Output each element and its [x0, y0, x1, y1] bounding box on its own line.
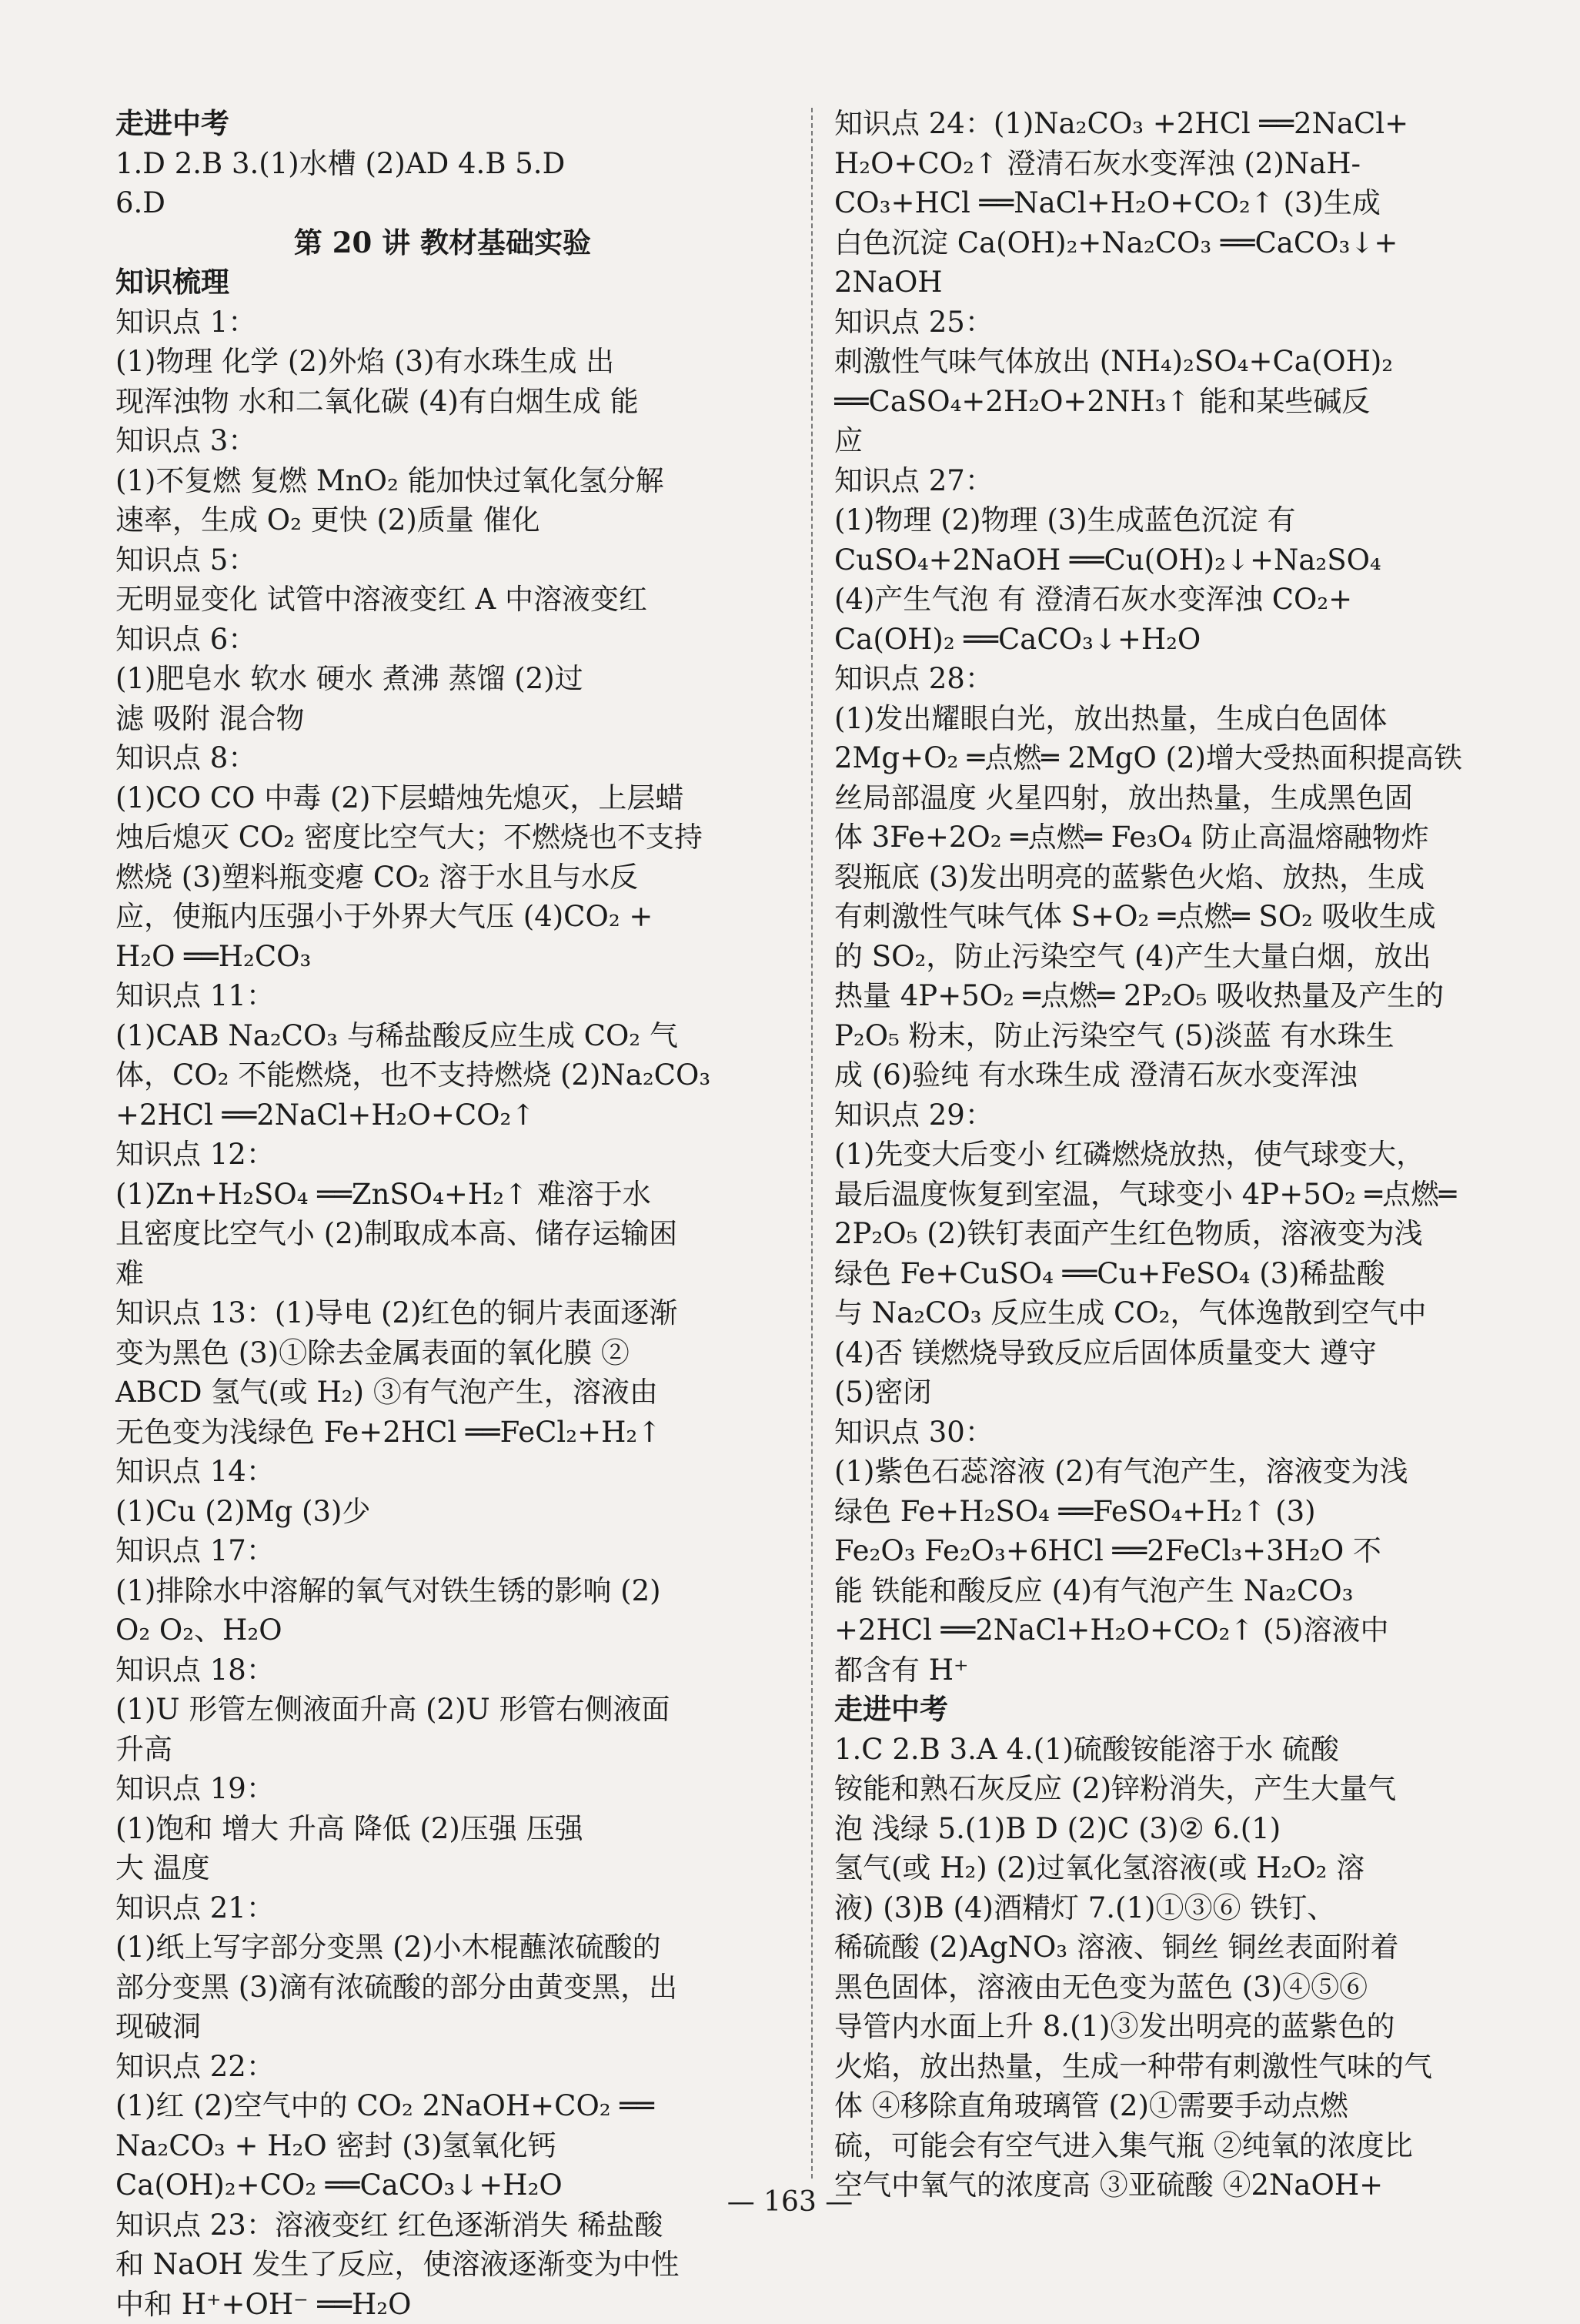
text-line: 氢气(或 H₂) (2)过氧化氢溶液(或 H₂O₂ 溶: [834, 1848, 1488, 1888]
left-column: [115, 104, 770, 2324]
text-line: H₂O ══H₂CO₃: [115, 937, 770, 977]
text-line: 知识点 1：: [115, 303, 770, 343]
text-line: (1)发出耀眼白光，放出热量，生成白色固体: [834, 699, 1488, 739]
text-line: 知识点 30：: [834, 1413, 1488, 1453]
text-line: 2Mg+O₂ ═点燃═ 2MgO (2)增大受热面积提高铁: [834, 738, 1488, 778]
text-line: 6.D: [115, 183, 770, 223]
text-line: 知识点 17：: [115, 1531, 770, 1571]
text-line: 现浑浊物 水和二氧化碳 (4)有白烟生成 能: [115, 382, 770, 422]
text-line: (1)Zn+H₂SO₄ ══ZnSO₄+H₂↑ 难溶于水: [115, 1175, 770, 1215]
text-line: (1)U 形管左侧液面升高 (2)U 形管右侧液面: [115, 1690, 770, 1730]
text-line: (4)否 镁燃烧导致反应后固体质量变大 遵守: [834, 1333, 1488, 1373]
text-line: (1)物理 化学 (2)外焰 (3)有水珠生成 出: [115, 342, 770, 382]
text-line: 第 20 讲 教材基础实验: [115, 223, 770, 263]
text-line: 知识点 13：(1)导电 (2)红色的铜片表面逐渐: [115, 1293, 770, 1333]
text-line: 知识点 14：: [115, 1452, 770, 1492]
text-line: 体 ④移除直角玻璃管 (2)①需要手动点燃: [834, 2086, 1488, 2126]
text-line: (1)纸上写字部分变黑 (2)小木棍蘸浓硫酸的: [115, 1928, 770, 1968]
text-line: 知识梳理: [115, 262, 770, 303]
text-line: 液) (3)B (4)酒精灯 7.(1)①③⑥ 铁钉、: [834, 1888, 1488, 1928]
text-line: 的 SO₂，防止污染空气 (4)产生大量白烟，放出: [834, 937, 1488, 977]
text-line: 最后温度恢复到室温，气球变小 4P+5O₂ ═点燃═: [834, 1175, 1488, 1215]
text-line: 大 温度: [115, 1848, 770, 1888]
text-line: Ca(OH)₂+CO₂ ══CaCO₃↓+H₂O: [115, 2165, 770, 2205]
text-line: 知识点 22：: [115, 2047, 770, 2087]
text-line: 知识点 11：: [115, 976, 770, 1016]
text-line: Fe₂O₃ Fe₂O₃+6HCl ══2FeCl₃+3H₂O 不: [834, 1531, 1488, 1571]
text-line: 体 3Fe+2O₂ ═点燃═ Fe₃O₄ 防止高温熔融物炸: [834, 818, 1488, 858]
text-line: 白色沉淀 Ca(OH)₂+Na₂CO₃ ══CaCO₃↓+: [834, 223, 1488, 263]
text-line: 无色变为浅绿色 Fe+2HCl ══FeCl₂+H₂↑: [115, 1413, 770, 1453]
text-line: 燃烧 (3)塑料瓶变瘪 CO₂ 溶于水且与水反: [115, 858, 770, 898]
text-line: 知识点 25：: [834, 303, 1488, 343]
text-line: 知识点 27：: [834, 461, 1488, 501]
text-line: 和 NaOH 发生了反应，使溶液逐渐变为中性: [115, 2245, 770, 2285]
text-line: CuSO₄+2NaOH ══Cu(OH)₂↓+Na₂SO₄: [834, 540, 1488, 580]
text-line: 知识点 23：溶液变红 红色逐渐消失 稀盐酸: [115, 2205, 770, 2245]
text-line: 热量 4P+5O₂ ═点燃═ 2P₂O₅ 吸收热量及产生的: [834, 976, 1488, 1016]
text-line: 有刺激性气味气体 S+O₂ ═点燃═ SO₂ 吸收生成: [834, 897, 1488, 937]
text-line: 成 (6)验纯 有水珠生成 澄清石灰水变浑浊: [834, 1055, 1488, 1095]
text-line: 知识点 3：: [115, 421, 770, 461]
text-line: 知识点 8：: [115, 738, 770, 778]
text-line: ══CaSO₄+2H₂O+2NH₃↑ 能和某些碱反: [834, 382, 1488, 422]
text-line: CO₃+HCl ══NaCl+H₂O+CO₂↑ (3)生成: [834, 183, 1488, 223]
text-line: 升高: [115, 1730, 770, 1770]
text-line: 难: [115, 1254, 770, 1294]
text-line: 滤 吸附 混合物: [115, 699, 770, 739]
text-line: 走进中考: [115, 104, 770, 144]
text-line: (1)Cu (2)Mg (3)少: [115, 1492, 770, 1532]
text-line: 中和 H⁺+OH⁻ ══H₂O: [115, 2285, 770, 2324]
text-line: 硫，可能会有空气进入集气瓶 ②纯氧的浓度比: [834, 2126, 1488, 2166]
text-line: O₂ O₂、H₂O: [115, 1610, 770, 1650]
text-line: 2P₂O₅ (2)铁钉表面产生红色物质，溶液变为浅: [834, 1214, 1488, 1254]
text-line: 速率，生成 O₂ 更快 (2)质量 催化: [115, 500, 770, 540]
text-line: +2HCl ══2NaCl+H₂O+CO₂↑: [115, 1095, 770, 1135]
text-line: 泡 浅绿 5.(1)B D (2)C (3)② 6.(1): [834, 1809, 1488, 1849]
text-line: 黑色固体，溶液由无色变为蓝色 (3)④⑤⑥: [834, 1968, 1488, 2008]
text-line: 无明显变化 试管中溶液变红 A 中溶液变红: [115, 580, 770, 620]
text-line: P₂O₅ 粉末，防止污染空气 (5)淡蓝 有水珠生: [834, 1016, 1488, 1056]
text-line: 知识点 21：: [115, 1888, 770, 1928]
text-line: 知识点 6：: [115, 620, 770, 660]
text-line: ABCD 氢气(或 H₂) ③有气泡产生，溶液由: [115, 1373, 770, 1413]
text-line: (1)饱和 增大 升高 降低 (2)压强 压强: [115, 1809, 770, 1849]
text-line: 绿色 Fe+CuSO₄ ══Cu+FeSO₄ (3)稀盐酸: [834, 1254, 1488, 1294]
text-line: (1)红 (2)空气中的 CO₂ 2NaOH+CO₂ ══: [115, 2086, 770, 2126]
text-line: 知识点 18：: [115, 1650, 770, 1690]
text-line: Na₂CO₃ + H₂O 密封 (3)氢氧化钙: [115, 2126, 770, 2166]
text-line: 导管内水面上升 8.(1)③发出明亮的蓝紫色的: [834, 2007, 1488, 2047]
text-line: 应: [834, 421, 1488, 461]
text-line: 能 铁能和酸反应 (4)有气泡产生 Na₂CO₃: [834, 1571, 1488, 1611]
text-line: 1.C 2.B 3.A 4.(1)硫酸铵能溶于水 硫酸: [834, 1730, 1488, 1770]
text-line: 部分变黑 (3)滴有浓硫酸的部分由黄变黑，出: [115, 1968, 770, 2008]
text-line: (1)CO CO 中毒 (2)下层蜡烛先熄灭，上层蜡: [115, 778, 770, 818]
text-line: 刺激性气味气体放出 (NH₄)₂SO₄+Ca(OH)₂: [834, 342, 1488, 382]
text-line: 2NaOH: [834, 262, 1488, 303]
text-line: 烛后熄灭 CO₂ 密度比空气大；不燃烧也不支持: [115, 818, 770, 858]
text-line: 火焰，放出热量，生成一种带有刺激性气味的气: [834, 2047, 1488, 2087]
text-line: (1)紫色石蕊溶液 (2)有气泡产生，溶液变为浅: [834, 1452, 1488, 1492]
text-line: (1)不复燃 复燃 MnO₂ 能加快过氧化氢分解: [115, 461, 770, 501]
text-line: 且密度比空气小 (2)制取成本高、储存运输困: [115, 1214, 770, 1254]
text-line: +2HCl ══2NaCl+H₂O+CO₂↑ (5)溶液中: [834, 1610, 1488, 1650]
text-line: 知识点 19：: [115, 1769, 770, 1809]
text-line: 1.D 2.B 3.(1)水槽 (2)AD 4.B 5.D: [115, 144, 770, 184]
text-line: 裂瓶底 (3)发出明亮的蓝紫色火焰、放热，生成: [834, 858, 1488, 898]
text-line: 知识点 29：: [834, 1095, 1488, 1135]
text-line: (4)产生气泡 有 澄清石灰水变浑浊 CO₂+: [834, 580, 1488, 620]
text-line: (1)CAB Na₂CO₃ 与稀盐酸反应生成 CO₂ 气: [115, 1016, 770, 1056]
column-divider: [811, 108, 813, 2179]
text-line: 都含有 H⁺: [834, 1650, 1488, 1690]
text-line: 知识点 5：: [115, 540, 770, 580]
text-line: 知识点 24：(1)Na₂CO₃ +2HCl ══2NaCl+: [834, 104, 1488, 144]
text-line: 知识点 12：: [115, 1135, 770, 1175]
text-line: (1)先变大后变小 红磷燃烧放热，使气球变大，: [834, 1135, 1488, 1175]
text-line: H₂O+CO₂↑ 澄清石灰水变浑浊 (2)NaH-: [834, 144, 1488, 184]
text-line: 应，使瓶内压强小于外界大气压 (4)CO₂ +: [115, 897, 770, 937]
text-line: (5)密闭: [834, 1373, 1488, 1413]
text-line: 绿色 Fe+H₂SO₄ ══FeSO₄+H₂↑ (3): [834, 1492, 1488, 1532]
text-line: 铵能和熟石灰反应 (2)锌粉消失，产生大量气: [834, 1769, 1488, 1809]
text-line: (1)物理 (2)物理 (3)生成蓝色沉淀 有: [834, 500, 1488, 540]
right-column: [834, 104, 1488, 2205]
text-line: 稀硫酸 (2)AgNO₃ 溶液、铜丝 铜丝表面附着: [834, 1928, 1488, 1968]
text-line: (1)肥皂水 软水 硬水 煮沸 蒸馏 (2)过: [115, 659, 770, 699]
text-line: 与 Na₂CO₃ 反应生成 CO₂，气体逸散到空气中: [834, 1293, 1488, 1333]
text-line: (1)排除水中溶解的氧气对铁生锈的影响 (2): [115, 1571, 770, 1611]
text-line: 丝局部温度 火星四射，放出热量，生成黑色固: [834, 778, 1488, 818]
text-line: 走进中考: [834, 1690, 1488, 1730]
page-number: — 163 —: [0, 2186, 1580, 2218]
text-line: Ca(OH)₂ ══CaCO₃↓+H₂O: [834, 620, 1488, 660]
text-line: 空气中氧气的浓度高 ③亚硫酸 ④2NaOH+: [834, 2165, 1488, 2205]
text-line: 现破洞: [115, 2007, 770, 2047]
text-line: 体，CO₂ 不能燃烧，也不支持燃烧 (2)Na₂CO₃: [115, 1055, 770, 1095]
text-line: 变为黑色 (3)①除去金属表面的氧化膜 ②: [115, 1333, 770, 1373]
text-line: 知识点 28：: [834, 659, 1488, 699]
